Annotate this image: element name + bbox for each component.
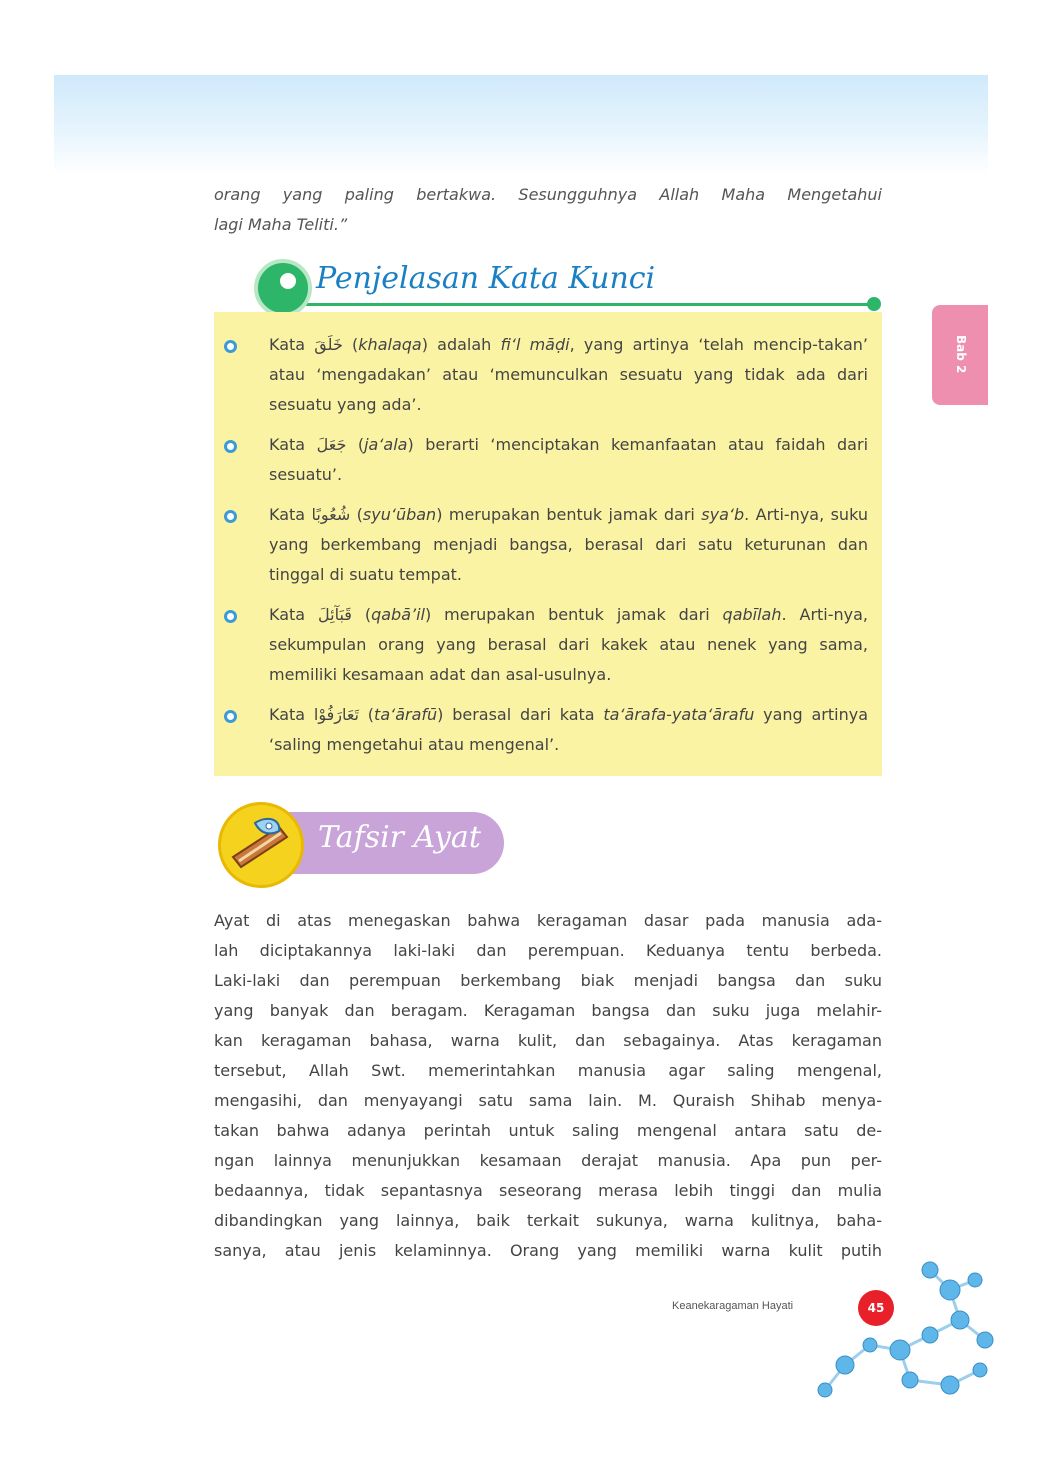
keyword-mid: adalah bbox=[427, 335, 501, 354]
intro-line-2: lagi Maha Teliti.” bbox=[214, 215, 348, 234]
body-line: bedaannya, tidak sepantasnya seseorang merasa lebih tinggi dan mulia bbox=[214, 1181, 882, 1200]
molecule-decoration-icon bbox=[800, 1250, 1000, 1410]
keyword-arabic: جَعَلَ bbox=[316, 435, 347, 454]
scroll-quill-illustration bbox=[221, 805, 301, 885]
body-line: sanya, atau jenis kelaminnya. Orang yang memiliki warna kulit putih bbox=[214, 1241, 882, 1260]
keywords-title: Penjelasan Kata Kunci bbox=[316, 261, 656, 296]
tafsir-body bbox=[214, 906, 882, 1266]
bullet-icon bbox=[224, 710, 237, 723]
header-underline bbox=[294, 303, 874, 306]
keyword-translit: khalaqa bbox=[358, 335, 422, 354]
bullet-icon bbox=[224, 440, 237, 453]
keyword-translit: qabā’il bbox=[371, 605, 425, 624]
keyword-item: Kata خَلَقَ (khalaqa) adalah fi‘l māḍi, yang artinya ‘telah mencip-takan’ atau ‘mengadakan’ atau ‘memunculkan sesuatu yang tidak ada dari sesuatu yang ada’. bbox=[214, 330, 882, 420]
chapter-side-tab[interactable] bbox=[932, 305, 988, 405]
keyword-mid: merupakan bentuk jamak dari bbox=[442, 505, 702, 524]
intro-line-1: orang yang paling bertakwa. Sesungguhnya Allah Maha Mengetahui bbox=[214, 185, 882, 204]
scroll-quill-icon bbox=[218, 802, 304, 888]
body-line: yang banyak dan beragam. Keragaman bangsa dan suku juga melahir- bbox=[214, 1001, 882, 1020]
keyword-post: yang artinya ‘saling mengetahui atau mengenal’. bbox=[269, 705, 868, 754]
keyword-mid: berasal dari kata bbox=[443, 705, 604, 724]
body-line: ngan lainnya menunjukkan kesamaan derajat manusia. Apa pun per- bbox=[214, 1151, 882, 1170]
keywords-box bbox=[214, 312, 882, 776]
keyword-pre: Kata bbox=[269, 705, 314, 724]
chapter-tab-label: Bab 2 bbox=[954, 335, 968, 374]
keyword-term: ta‘ārafa-yata‘ārafu bbox=[603, 705, 755, 724]
keyword-post: , yang artinya ‘telah mencip-takan’ atau ‘mengadakan’ atau ‘memunculkan sesuatu yang tidak ada dari sesuatu yang ada’. bbox=[269, 335, 868, 414]
body-line: takan bahwa adanya perintah untuk saling mengenal antara satu de- bbox=[214, 1121, 882, 1140]
header-end-dot-icon bbox=[867, 297, 881, 311]
keyword-pre: Kata bbox=[269, 335, 315, 354]
keyword-term: qabīlah bbox=[722, 605, 782, 624]
keyword-term: fi‘l māḍi bbox=[500, 335, 570, 354]
header-band bbox=[54, 75, 988, 175]
keyword-arabic: خَلَقَ bbox=[314, 335, 343, 354]
tafsir-title: Tafsir Ayat bbox=[318, 820, 481, 855]
bullet-icon bbox=[224, 340, 237, 353]
keyword-term: sya‘b bbox=[701, 505, 745, 524]
body-line: dibandingkan yang lainnya, baik terkait sukunya, warna kulitnya, baha- bbox=[214, 1211, 882, 1230]
keyword-post: . Arti-nya, suku yang berkembang menjadi bangsa, berasal dari satu keturunan dan tinggal di suatu tempat. bbox=[269, 505, 868, 584]
bullet-icon bbox=[224, 510, 237, 523]
keyword-arabic: تَعَارَفُوْا bbox=[313, 705, 360, 724]
intro-quote bbox=[214, 180, 882, 240]
magnifier-icon bbox=[254, 259, 312, 317]
keyword-pre: Kata bbox=[269, 605, 319, 624]
keyword-mid: berarti ‘menciptakan kemanfaatan atau faidah dari sesuatu’. bbox=[269, 435, 869, 484]
bullet-icon bbox=[224, 610, 237, 623]
body-line: Ayat di atas menegaskan bahwa keragaman dasar pada manusia ada- bbox=[214, 911, 882, 930]
tafsir-header bbox=[214, 802, 514, 886]
keyword-arabic: قَبَآئِلَ bbox=[318, 605, 352, 624]
keyword-translit: syu‘ūban bbox=[362, 505, 437, 524]
keyword-pre: Kata bbox=[269, 435, 317, 454]
keyword-post: . Arti-nya, sekumpulan orang yang berasal dari kakek atau nenek yang sama, memiliki kesamaan adat dan asal-usulnya. bbox=[269, 605, 869, 684]
keyword-item: Kata شُعُوبًا (syu‘ūban) merupakan bentuk jamak dari sya‘b. Arti-nya, suku yang berkembang menjadi bangsa, berasal dari satu keturunan dan tinggal di suatu tempat. bbox=[214, 500, 882, 590]
keyword-item: Kata تَعَارَفُوْا (ta‘ārafū) berasal dari kata ta‘ārafa-yata‘ārafu yang artinya ‘saling mengetahui atau mengenal’. bbox=[214, 700, 882, 760]
footer-running-title: Keanekaragaman Hayati bbox=[672, 1300, 794, 1312]
keyword-item: Kata جَعَلَ (ja‘ala) berarti ‘menciptakan kemanfaatan atau faidah dari sesuatu’. bbox=[214, 430, 882, 490]
keyword-arabic: شُعُوبًا bbox=[311, 505, 351, 524]
keyword-translit: ta‘ārafū bbox=[374, 705, 438, 724]
keywords-list bbox=[214, 330, 882, 770]
keywords-header bbox=[214, 255, 884, 317]
body-line: mengasihi, dan menyayangi satu sama lain. M. Quraish Shihab menya- bbox=[214, 1091, 882, 1110]
page-number-badge: 45 bbox=[858, 1290, 894, 1326]
body-line: kan keragaman bahasa, warna kulit, dan sebagainya. Atas keragaman bbox=[214, 1031, 882, 1050]
keyword-item: Kata قَبَآئِلَ (qabā’il) merupakan bentuk jamak dari qabīlah. Arti-nya, sekumpulan orang yang berasal dari kakek atau nenek yang sama, memiliki kesamaan adat dan asal-usulnya. bbox=[214, 600, 882, 690]
keyword-mid: merupakan bentuk jamak dari bbox=[431, 605, 723, 624]
body-line: tersebut, Allah Swt. memerintahkan manusia agar saling mengenal, bbox=[214, 1061, 882, 1080]
keyword-translit: ja‘ala bbox=[364, 435, 408, 454]
keyword-pre: Kata bbox=[269, 505, 312, 524]
body-line: Laki-laki dan perempuan berkembang biak menjadi bangsa dan suku bbox=[214, 971, 882, 990]
body-line: lah diciptakannya laki-laki dan perempuan. Keduanya tentu berbeda. bbox=[214, 941, 882, 960]
